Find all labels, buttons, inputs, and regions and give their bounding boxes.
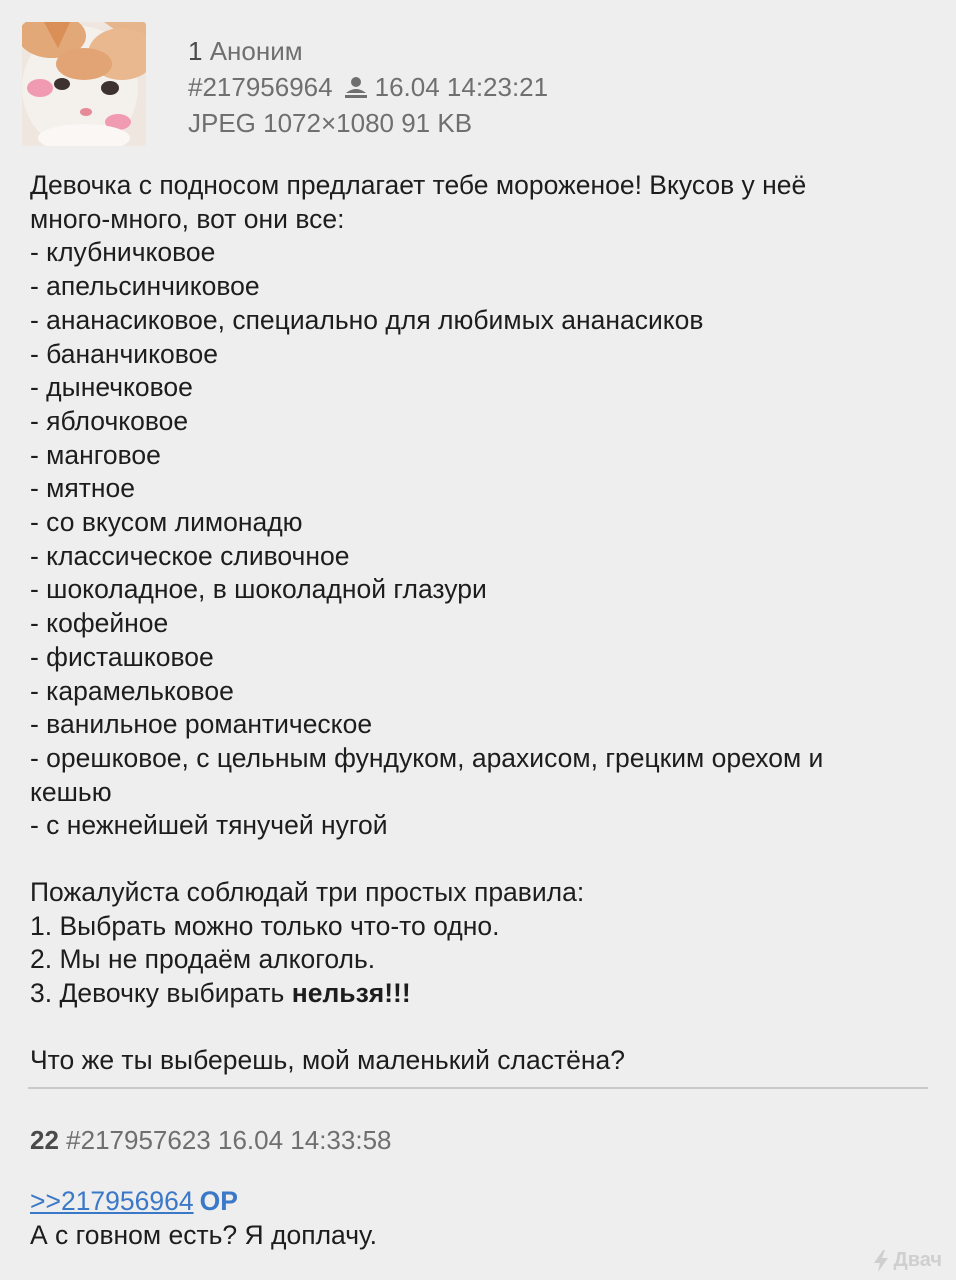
- post-intro-line: много-много, вот они все:: [30, 203, 345, 234]
- post-author: Аноним: [209, 36, 303, 66]
- op-badge: OP: [199, 1186, 238, 1216]
- flavor-item: - клубничковое: [30, 237, 216, 268]
- post-body: [30, 169, 930, 1078]
- reply-text: А с говном есть? Я доплачу.: [30, 1220, 377, 1250]
- post-meta: [188, 22, 548, 146]
- flavor-item: - фисташковое: [30, 641, 214, 672]
- flavor-item: - с нежнейшей тянучей нугой: [30, 810, 388, 841]
- flavor-item: - классическое сливочное: [30, 540, 350, 571]
- post-id[interactable]: #217956964: [188, 72, 333, 102]
- flavor-item: - кофейное: [30, 608, 169, 639]
- flavor-item: кешью: [30, 776, 112, 807]
- flavor-item: - со вкусом лимонадю: [30, 507, 303, 538]
- person-icon: [343, 76, 369, 98]
- rule-item: 2. Мы не продаём алкоголь.: [30, 944, 376, 975]
- reply-quote-link[interactable]: >>217956964: [30, 1186, 194, 1216]
- flavor-item: - карамельковое: [30, 675, 234, 706]
- reply-number: 22: [30, 1125, 59, 1155]
- post-header: [22, 22, 548, 146]
- paragraph-gap: [30, 1011, 930, 1044]
- rule-item: [30, 977, 930, 1011]
- post-number: 1: [188, 36, 203, 66]
- flavor-item: - манговое: [30, 439, 161, 470]
- flavor-item: - мятное: [30, 473, 136, 504]
- reply-id[interactable]: #217957623: [66, 1125, 211, 1155]
- cat-image: [22, 22, 146, 146]
- flavor-item: - ванильное романтическое: [30, 709, 373, 740]
- post-thumbnail[interactable]: [22, 22, 146, 146]
- reply-link-line: [30, 1184, 377, 1218]
- post-author-line: [188, 33, 548, 69]
- rule-text: 3. Девочку выбирать: [30, 978, 292, 1009]
- post-closing: Что же ты выберешь, мой маленький сластёна?: [30, 1044, 625, 1075]
- flavor-item: - дынечковое: [30, 372, 193, 403]
- flavor-item: - ананасиковое, специально для любимых ананасиков: [30, 304, 704, 335]
- paragraph-gap: [30, 843, 930, 876]
- watermark-text: Двач: [893, 1249, 942, 1271]
- rules-title: Пожалуйста соблюдай три простых правила:: [30, 877, 585, 908]
- post-id-line: [188, 69, 548, 105]
- reply-header: [30, 1123, 392, 1157]
- reply-body: [30, 1184, 377, 1252]
- flavor-item: - яблочковое: [30, 405, 189, 436]
- flavor-item: - орешковое, с цельным фундуком, арахисом, грецким орехом и: [30, 742, 824, 773]
- flavor-item: - шоколадное, в шоколадной глазури: [30, 574, 487, 605]
- flavor-list: [30, 236, 930, 843]
- post-datetime: 16.04 14:23:21: [374, 72, 549, 102]
- post-intro-line: Девочка с подносом предлагает тебе мороженое! Вкусов у неё: [30, 170, 807, 200]
- post-divider: [28, 1087, 928, 1089]
- rule-item: 1. Выбрать можно только что-то одно.: [30, 910, 500, 941]
- flavor-item: - бананчиковое: [30, 338, 218, 369]
- flavor-item: - апельсинчиковое: [30, 271, 260, 302]
- lightning-icon: [873, 1250, 889, 1272]
- post-file-info[interactable]: JPEG 1072×1080 91 KB: [188, 108, 473, 138]
- watermark: [873, 1249, 942, 1272]
- reply-datetime: 16.04 14:33:58: [218, 1125, 392, 1155]
- rule-emphasis: нельзя!!!: [291, 978, 411, 1009]
